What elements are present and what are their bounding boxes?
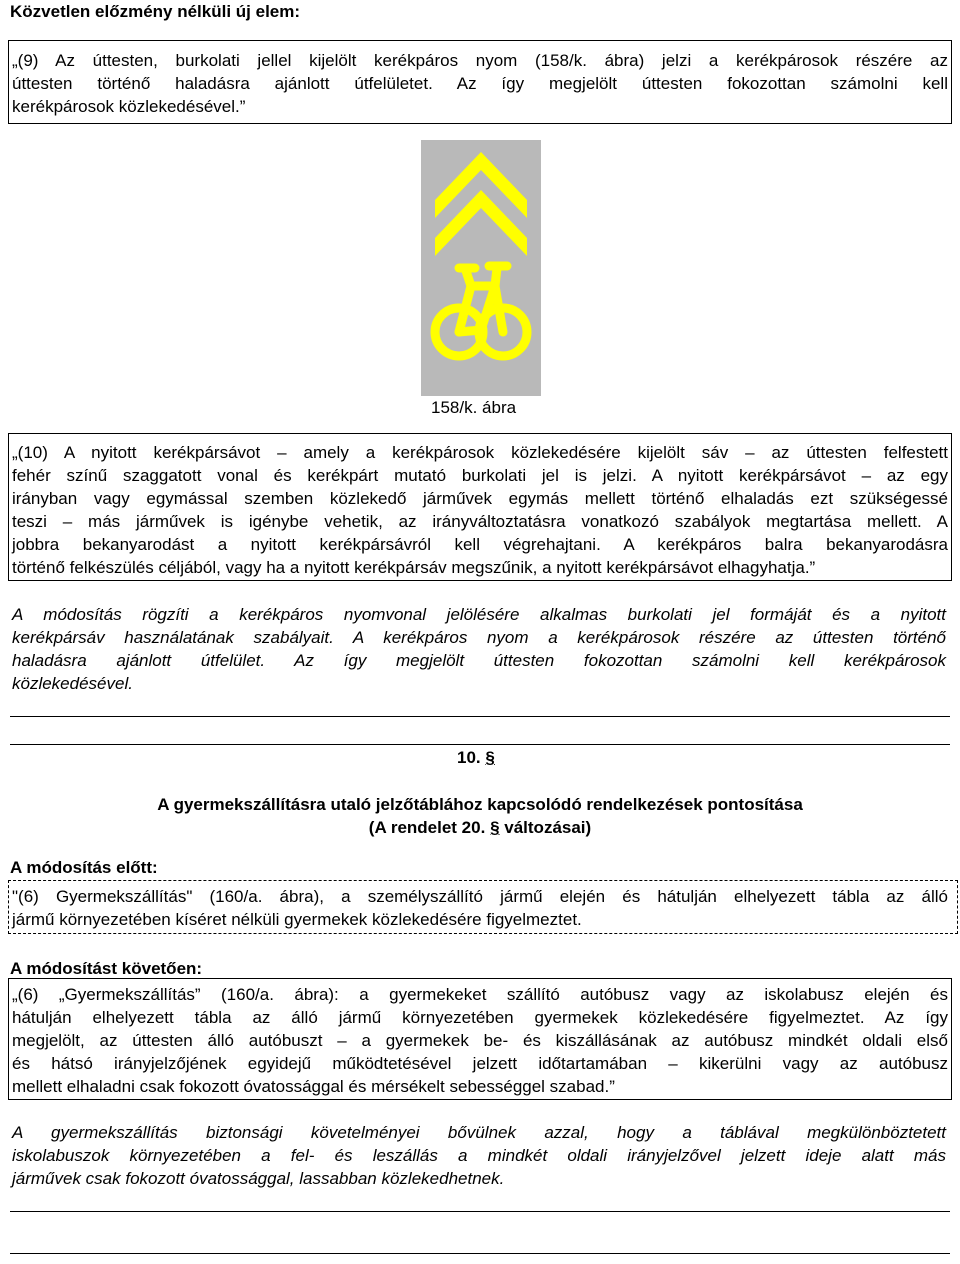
explanation-line: A gyermekszállítás biztonsági követelményei bővülnek azzal, hogy a táblával megkülönböztetett	[12, 1123, 946, 1142]
quote-10-line: teszi – más járművek is igénybe vehetik, az irányváltoztatásra vonatkozó szabályok megtartása mellett. A	[12, 512, 948, 531]
before-heading: A módosítás előtt:	[10, 858, 158, 877]
divider	[10, 1211, 950, 1212]
after-text	[12, 983, 948, 1098]
section-heading-new-element: Közvetlen előzmény nélküli új elem:	[10, 2, 301, 21]
divider	[10, 744, 950, 745]
explanation-line: közlekedésével.	[12, 674, 133, 693]
quote-10-line: fehér színű szaggatott vonal és kerékpárt mutató burkolati jel is jelzi. A nyitott kerékpársávot – az egy	[12, 466, 948, 485]
section-number	[457, 748, 495, 768]
explanation-line: A módosítás rögzíti a kerékpáros nyomvonal jelölésére alkalmas burkolati jel formáját és a nyitott	[12, 605, 946, 624]
quote-10-line: jobbra bekanyarodást a nyitott kerékpársávról kell végrehajtani. A kerékpáros balra bekanyarodásra	[12, 535, 948, 554]
quote-10-line: „(10) A nyitott kerékpársávot – amely a kerékpárosok közlekedésére kijelölt sáv – az úttesten felfestett	[12, 443, 948, 462]
chevron-icon	[435, 152, 527, 218]
road-marking-svg	[421, 140, 541, 396]
before-line: jármű környezetében kíséret nélküli gyermekek közlekedésére figyelmeztet.	[12, 910, 582, 929]
paragraph-sign: §	[485, 748, 495, 767]
after-line: és hátsó irányjelzőjének egyidejű működtetésével jelzett időtartamában – kikerülni vagy az autóbusz	[12, 1054, 948, 1073]
quote-9-line: „(9) Az úttesten, burkolati jellel kijelölt kerékpáros nyom (158/k. ábra) jelzi a kerékpárosok részére az	[12, 51, 948, 70]
after-line: hátulján elhelyezett tábla az álló jármű környezetében gyermekek közlekedésére figyelmeztet. Az így	[12, 1008, 948, 1027]
divider	[10, 716, 950, 717]
section-number-value: 10.	[457, 748, 481, 767]
quote-10-line: történő felkészülés céljából, vagy ha a nyitott kerékpársáv megszűnik, a nyitott kerékpársávot elhagyhatja.”	[12, 558, 816, 577]
divider	[10, 1253, 950, 1254]
quote-10-text	[12, 441, 948, 579]
after-heading: A módosítást követően:	[10, 959, 203, 978]
section-title-line: (A rendelet 20. § változásai)	[368, 818, 592, 837]
before-line: "(6) Gyermekszállítás" (160/a. ábra), a személyszállító jármű elején és hátulján elhelyezett tábla az álló	[12, 887, 948, 906]
after-line: „(6) „Gyermekszállítás” (160/a. ábra): a gyermekeket szállító autóbusz vagy az iskolabusz elején és	[12, 985, 948, 1004]
after-line: megjelölt, az úttesten álló autóbuszt – a gyermekek be- és kiszállásának az autóbusz mindkét oldali első	[12, 1031, 948, 1050]
quote-9-line: úttesten történő haladásra ajánlott útfelületet. Az így megjelölt úttesten fokozottan számolni kell	[12, 74, 948, 93]
section-title-line: A gyermekszállításra utaló jelzőtáblához kapcsolódó rendelkezések pontosítása	[157, 795, 803, 814]
bicycle-icon	[435, 266, 527, 356]
section-title	[10, 793, 950, 839]
quote-9-text	[12, 49, 948, 118]
before-text	[12, 885, 948, 931]
after-line: mellett elhaladni csak fokozott óvatossággal és mérsékelt sebességgel szabad.”	[12, 1077, 615, 1096]
explanation-line: iskolabuszok környezetében a fel- és leszállás a mindkét oldali irányjelzővel jelzett ideje alatt más	[12, 1146, 946, 1165]
quote-10-line: irányban vagy egymással szemben közlekedő járművek egymás mellett történő elhaladás ezt szükségessé	[12, 489, 948, 508]
figure-caption: 158/k. ábra	[431, 398, 517, 417]
quote-9-line: kerékpárosok közlekedésével.”	[12, 97, 246, 116]
explanation-line: kerékpársáv használatának szabályait. A kerékpáros nyom a kerékpárosok részére az úttesten történő	[12, 628, 946, 647]
explanation-2	[12, 1121, 946, 1190]
explanation-line: haladásra ajánlott útfelület. Az így megjelölt úttesten fokozottan számolni kell kerékpárosok	[12, 651, 946, 670]
explanation-1	[12, 603, 946, 695]
explanation-line: járművek csak fokozott óvatossággal, lassabban közlekedhetnek.	[12, 1169, 505, 1188]
